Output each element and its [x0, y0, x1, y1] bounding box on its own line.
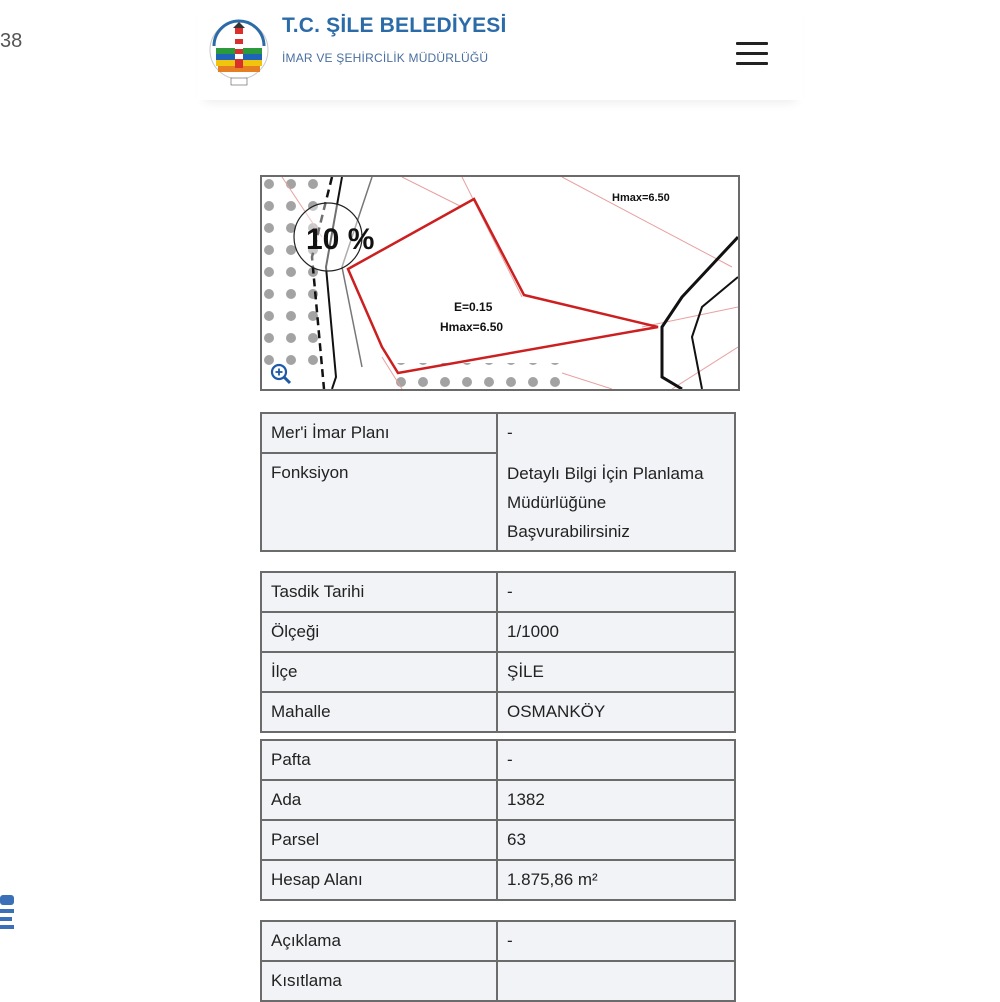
- table-row: [262, 611, 734, 651]
- table-row: [262, 859, 734, 899]
- table-row: [262, 779, 734, 819]
- notes-table: [260, 920, 736, 1002]
- slope-label: 10 %: [306, 223, 375, 256]
- table-row: [262, 960, 734, 1000]
- row-value: OSMANKÖY: [498, 693, 734, 731]
- site-title[interactable]: T.C. ŞİLE BELEDİYESİ: [282, 14, 507, 37]
- site-header: [198, 0, 802, 100]
- table-row: [262, 922, 734, 960]
- row-value: ŞİLE: [498, 653, 734, 691]
- row-value: -: [498, 573, 734, 611]
- row-label: Parsel: [262, 821, 498, 859]
- site-subtitle: İMAR VE ŞEHİRCİLİK MÜDÜRLÜĞÜ: [282, 51, 489, 65]
- partial-badge-icon: [0, 893, 16, 937]
- parcel-info-table: [260, 739, 736, 901]
- table-row: [262, 651, 734, 691]
- row-label: Mer'i İmar Planı: [262, 414, 498, 452]
- row-label: Fonksiyon: [262, 454, 498, 550]
- row-value: [498, 962, 734, 1000]
- row-value: -: [498, 414, 734, 452]
- approval-info-table: [260, 571, 736, 733]
- row-label: Pafta: [262, 741, 498, 779]
- row-label: Ölçeği: [262, 613, 498, 651]
- row-label: Tasdik Tarihi: [262, 573, 498, 611]
- table-row: [262, 414, 734, 452]
- sile-municipality-logo-icon[interactable]: [208, 16, 270, 88]
- table-row: [262, 741, 734, 779]
- table-row: [262, 819, 734, 859]
- neighbor-height-label: Hmax=6.50: [612, 192, 670, 204]
- row-label: Mahalle: [262, 693, 498, 731]
- row-label: Kısıtlama: [262, 962, 498, 1000]
- row-value: -: [498, 922, 734, 960]
- row-value: 1/1000: [498, 613, 734, 651]
- row-label: Ada: [262, 781, 498, 819]
- row-value: 1382: [498, 781, 734, 819]
- hamburger-menu-icon[interactable]: [736, 42, 768, 68]
- row-value: Detaylı Bilgi İçin Planlama Müdürlüğüne Başvurabilirsiniz: [498, 450, 734, 550]
- table-row: [262, 452, 734, 550]
- table-row: [262, 573, 734, 611]
- zoning-plan-table: [260, 412, 736, 552]
- table-row: [262, 691, 734, 731]
- row-label: Açıklama: [262, 922, 498, 960]
- row-label: İlçe: [262, 653, 498, 691]
- partial-status-text: 38: [0, 30, 23, 52]
- zone-density-label: E=0.15: [454, 300, 493, 314]
- parcel-map[interactable]: [260, 175, 740, 391]
- zone-height-label: Hmax=6.50: [440, 320, 504, 334]
- zoom-in-icon[interactable]: [270, 363, 292, 385]
- row-value: 63: [498, 821, 734, 859]
- row-label: Hesap Alanı: [262, 861, 498, 899]
- row-value: -: [498, 741, 734, 779]
- row-value: 1.875,86 m²: [498, 861, 734, 899]
